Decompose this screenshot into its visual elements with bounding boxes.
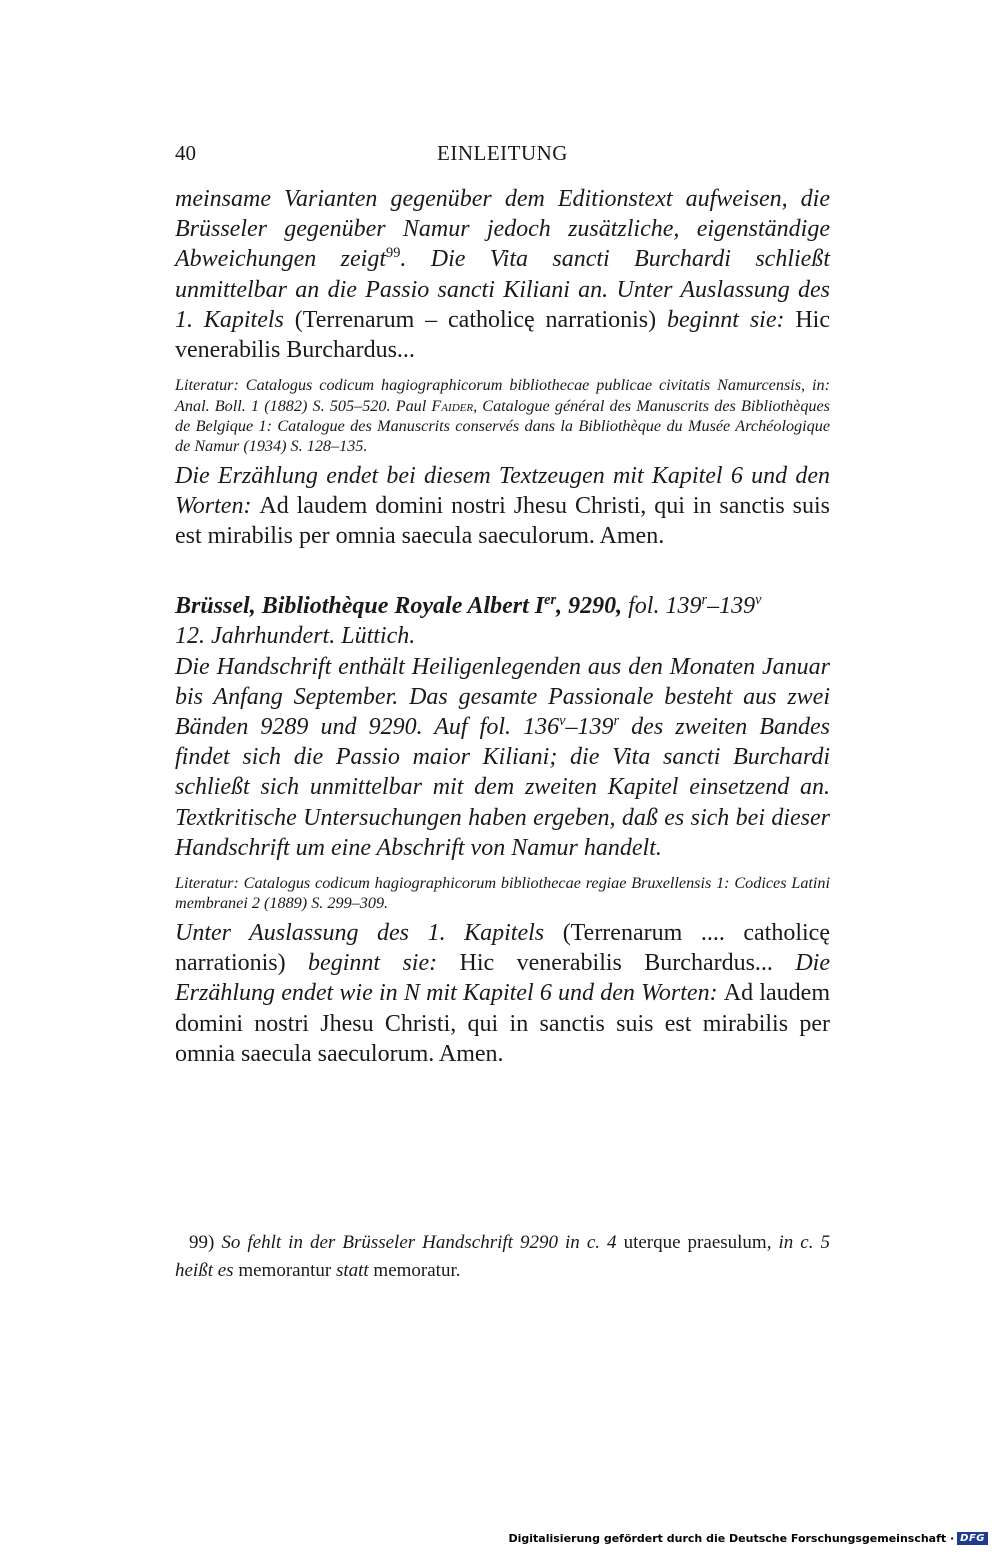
literature-note-2: Literatur: Catalogus codicum hagiographicorum bibliothecae regiae Bruxellensis 1: Codices Latini membranei 2 (1889) S. 299–309. xyxy=(175,874,830,913)
dfg-logo: DFG xyxy=(957,1532,988,1545)
credit-text: Digitalisierung gefördert durch die Deutsche Forschungsgemeinschaft · xyxy=(508,1531,955,1545)
running-title: EINLEITUNG xyxy=(437,141,568,165)
text-run: Die Erzählung endet wie in N mit Kapitel 6 und den Worten: xyxy=(175,950,830,1007)
text-run: Hic venerabilis Burchardus... xyxy=(459,950,796,977)
footnote-mark: 99) xyxy=(189,1232,215,1253)
heading-sup: v xyxy=(755,592,762,609)
text-run: –139 xyxy=(565,714,614,741)
main-text xyxy=(175,184,830,1069)
text-run: , Catalogue général des Manuscrits des Bibliothèques de Belgique 1: Catalogue des Manuscrits conservés dans la Bibliothèque du Musée Archéologique de Namur (1934) S. 128–135. xyxy=(175,396,830,456)
text-run: memoratur. xyxy=(373,1260,461,1281)
manuscript-heading xyxy=(175,591,830,621)
heading-run: Brüssel, Bibliothèque Royale Albert I xyxy=(175,593,545,620)
paragraph-1 xyxy=(175,184,830,365)
text-run: Hic venerabilis Burchardus... xyxy=(175,306,830,364)
footnote xyxy=(175,1229,830,1285)
text-run: meinsame Varianten gegenüber dem Editionstext aufweisen, die Brüsseler gegenüber Namur jedoch zusätzliche, eigenständige Abweichungen zeigt xyxy=(175,186,830,273)
heading-sup: r xyxy=(701,592,708,609)
text-sup: v xyxy=(559,713,566,730)
text-sup: r xyxy=(613,713,620,730)
text-run: Die Erzählung endet bei diesem Textzeugen mit Kapitel 6 und den Worten: xyxy=(175,462,830,520)
text-run: statt xyxy=(335,1260,374,1281)
text-run: Literatur: Catalogus codicum hagiographicorum bibliothecae publicae civitatis Namurcensis, in: Anal. Boll. 1 (1882) S. 505–520. Paul xyxy=(175,376,830,415)
text-run: (Terrenarum – catholicę narrationis) xyxy=(294,306,667,333)
text-run: des zweiten Bandes findet sich die Passio maior Kiliani; die Vita sancti Burchardi schließt sich unmittelbar mit dem zweiten Kapitel einsetzend an. Textkritische Untersuchungen haben ergeben, daß es sich bei dieser Handschrift um eine Abschrift von Namur handelt. xyxy=(175,714,830,861)
paragraph-2 xyxy=(175,461,830,552)
text-run: So fehlt in der Brüsseler Handschrift 9290 in c. 4 xyxy=(221,1232,624,1253)
text-run: beginnt sie: xyxy=(666,306,796,333)
text-run: memorantur xyxy=(238,1260,336,1281)
text-run: Ad laudem domini nostri Jhesu Christi, qui in sanctis suis est mirabilis per omnia saecula saeculorum. Amen. xyxy=(175,980,830,1067)
footnote-ref: 99 xyxy=(386,245,401,262)
text-run: beginnt sie: xyxy=(308,950,460,977)
running-header xyxy=(175,141,830,171)
paragraph-3 xyxy=(175,652,830,863)
text-run: Ad laudem domini nostri Jhesu Christi, qui in sanctis suis est mirabilis per omnia saecula saeculorum. Amen. xyxy=(175,493,830,550)
text-run: . Die Vita sancti Burchardi schließt unmittelbar an die Passio sancti Kiliani an. Unter Auslassung des 1. Kapitels xyxy=(175,246,830,333)
paragraph-4 xyxy=(175,918,830,1069)
text-run: Unter Auslassung des 1. Kapitels xyxy=(175,919,563,946)
text-run: (Terrenarum .... catholicę narrationis) xyxy=(175,919,830,977)
funding-credit xyxy=(508,1530,988,1546)
heading-run: , 9290, xyxy=(556,593,629,620)
author-name: Faider xyxy=(431,396,474,415)
text-run: uterque praesulum, xyxy=(623,1232,779,1253)
literature-note-1 xyxy=(175,375,830,457)
text-run: Die Handschrift enthält Heiligenlegenden aus den Monaten Januar bis Anfang September. Das gesamte Passionale besteht aus zwei Bänden 9289 und 9290. Auf fol. 136 xyxy=(175,653,830,741)
heading-sup: er xyxy=(544,592,557,609)
text-run: in c. 5 heißt es xyxy=(175,1232,830,1281)
heading-run: fol. 139 xyxy=(628,593,702,620)
manuscript-date: 12. Jahrhundert. Lüttich. xyxy=(175,623,416,650)
heading-run: –139 xyxy=(707,593,756,620)
page-number: 40 xyxy=(175,141,196,165)
